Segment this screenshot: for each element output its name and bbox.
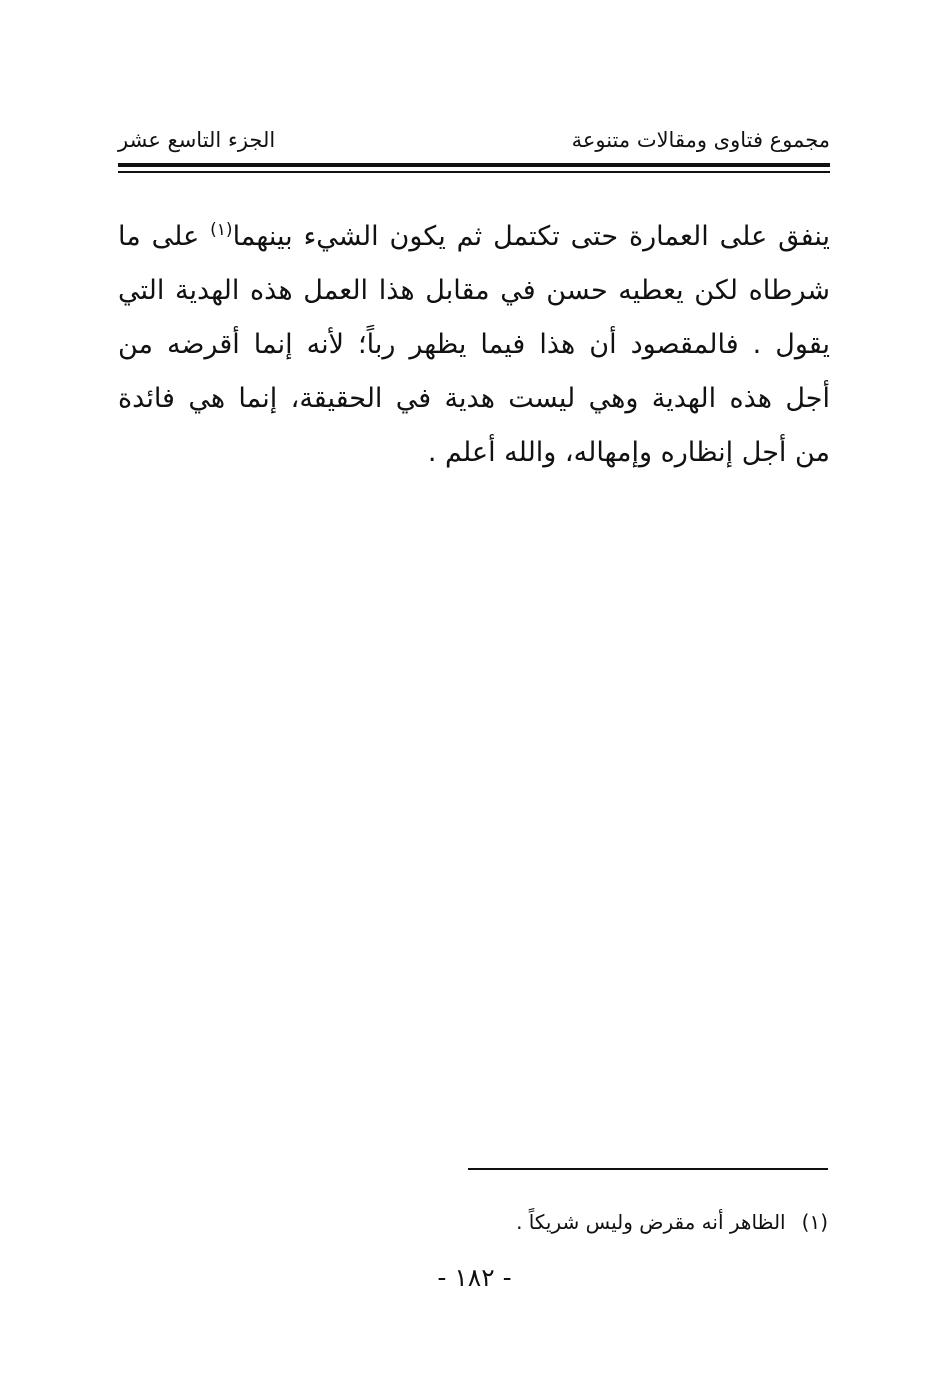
footnote xyxy=(516,1202,828,1242)
text-line-5: من أجل إنظاره وإمهاله، والله أعلم . xyxy=(427,437,830,468)
footnote-text: الظاهر أنه مقرض وليس شريكاً . xyxy=(516,1210,786,1234)
footnote-number: (١) xyxy=(801,1210,828,1234)
main-text xyxy=(118,210,830,480)
text-line-1-tail: على ما xyxy=(118,221,200,252)
text-line-1 xyxy=(118,210,830,264)
header-rule-thin xyxy=(118,171,830,173)
text-line-1-main: ينفق على العمارة حتى تكتمل ثم يكون الشيء بينهما xyxy=(232,221,831,252)
footnote-separator xyxy=(468,1168,828,1170)
book-title: مجموع فتاوى ومقالات متنوعة xyxy=(571,128,830,152)
footnote-reference: (١) xyxy=(210,220,233,240)
text-line-3: يقول . فالمقصود أن هذا فيما يظهر رباً؛ لأنه إنما أقرضه من xyxy=(118,329,830,360)
page-number: - ١٨٢ - xyxy=(437,1263,512,1292)
text-line-4: أجل هذه الهدية وهي ليست هدية في الحقيقة، إنما هي فائدة xyxy=(118,383,830,414)
header-rule-thick xyxy=(118,163,830,167)
text-line-2: شرطاه لكن يعطيه حسن في مقابل هذا العمل هذه الهدية التي xyxy=(118,275,830,306)
volume-label: الجزء التاسع عشر xyxy=(118,128,276,152)
running-header xyxy=(118,122,830,158)
